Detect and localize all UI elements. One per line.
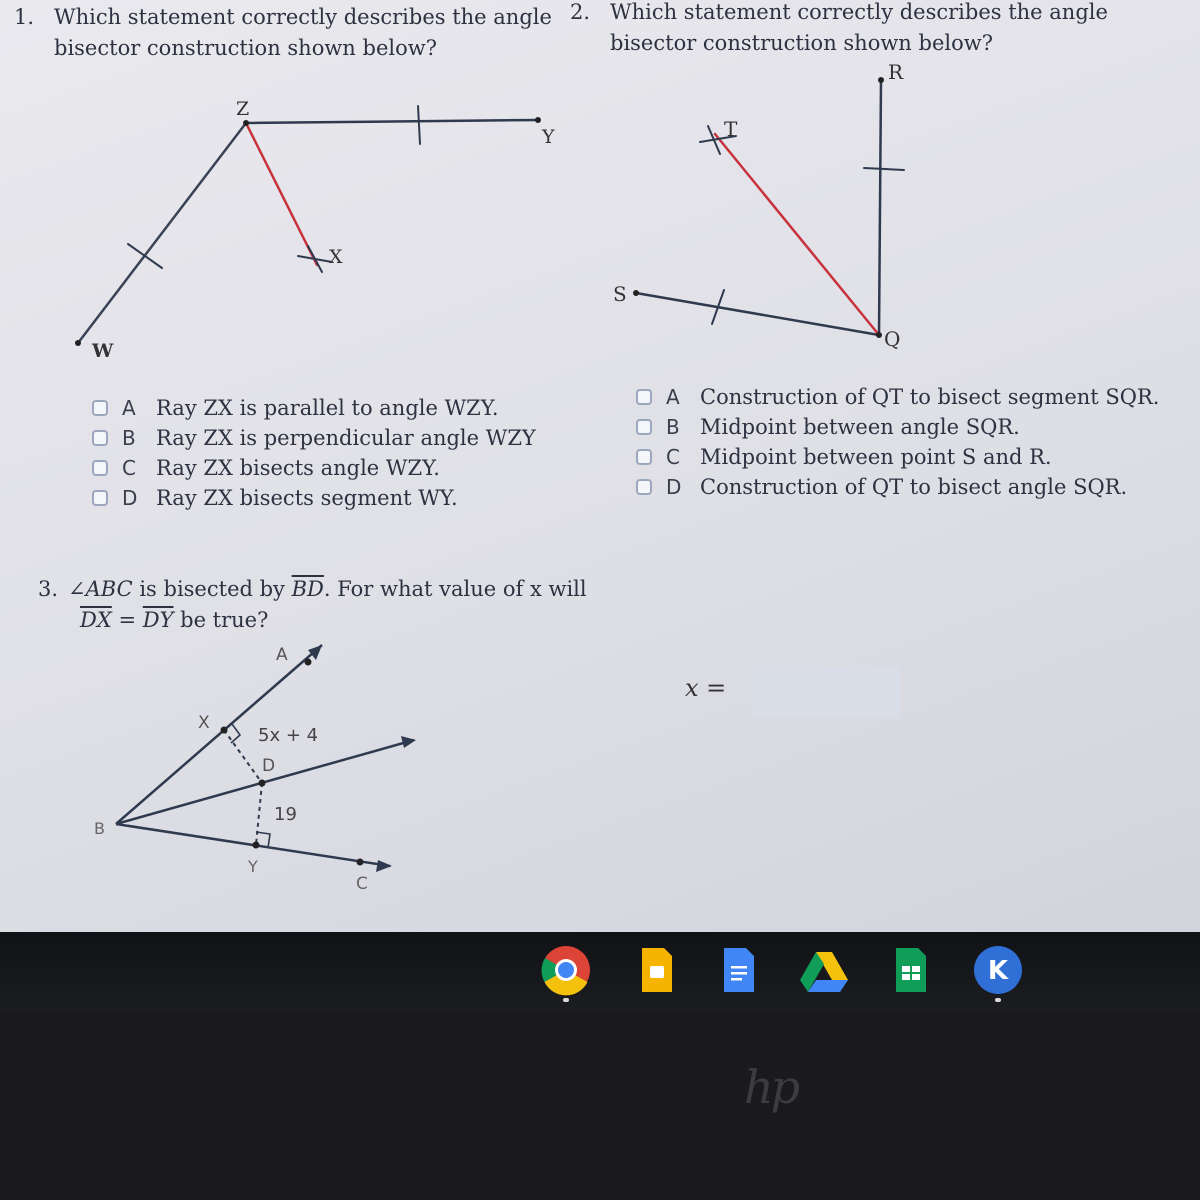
- segment-dx: [224, 730, 262, 783]
- q1-choice-a[interactable]: A Ray ZX is parallel to angle WZY.: [92, 393, 536, 423]
- label-c: C: [356, 874, 368, 894]
- radio-icon[interactable]: [92, 400, 108, 416]
- label-x: X: [329, 246, 343, 268]
- label-dy: 19: [274, 804, 297, 825]
- q2-choice-b[interactable]: B Midpoint between angle SQR.: [636, 412, 1159, 442]
- q3-number: 3.: [38, 577, 59, 601]
- chrome-icon[interactable]: [540, 944, 592, 996]
- ray-qs: [636, 293, 879, 335]
- radio-icon[interactable]: [92, 490, 108, 506]
- ray-zy: [246, 120, 538, 123]
- arc-mark-zy: [418, 106, 420, 144]
- q1-line2: bisector construction shown below?: [54, 36, 437, 60]
- q1-choice-d[interactable]: D Ray ZX bisects segment WY.: [92, 483, 536, 513]
- q1-choices: [92, 393, 536, 513]
- q2-number: 2.: [570, 0, 591, 24]
- arrow-d: [401, 736, 416, 748]
- radio-icon[interactable]: [636, 479, 652, 495]
- q3-line2: $\overline{DX} = \overline{DY}$ be true?: [80, 608, 269, 632]
- q3-prompt: [38, 574, 587, 636]
- ray-zw: [78, 123, 246, 343]
- point-q: [876, 332, 882, 338]
- radio-icon[interactable]: [636, 419, 652, 435]
- point-c: [357, 859, 364, 866]
- keep-icon[interactable]: [630, 944, 682, 996]
- label-d: D: [262, 756, 276, 776]
- point-s: [633, 290, 639, 296]
- radio-icon[interactable]: [636, 389, 652, 405]
- arc-mark-zw: [128, 244, 162, 268]
- segment-dy: [256, 783, 262, 845]
- radio-icon[interactable]: [636, 449, 652, 465]
- q1-choice-c[interactable]: C Ray ZX bisects angle WZY.: [92, 453, 536, 483]
- answer-input[interactable]: [752, 666, 900, 718]
- sheets-icon[interactable]: [884, 944, 936, 996]
- q1-line1: Which statement correctly describes the angle: [54, 5, 552, 29]
- k-app-icon[interactable]: [972, 944, 1024, 996]
- label-r: R: [888, 60, 904, 84]
- bisector-qt: [715, 134, 879, 335]
- label-t: T: [724, 117, 738, 141]
- label-s: S: [613, 282, 627, 306]
- k-app-running-indicator: [995, 998, 1001, 1002]
- docs-icon[interactable]: [712, 944, 764, 996]
- q2-line2: bisector construction shown below?: [610, 31, 993, 55]
- point-d: [259, 780, 266, 787]
- label-x3: X: [198, 713, 210, 733]
- arrow-c: [376, 860, 392, 872]
- point-y: [535, 117, 541, 123]
- drive-icon[interactable]: [798, 944, 850, 996]
- q3-line1: ∠ABC is bisected by $\overline{BD}$. For what value of x will: [68, 577, 587, 601]
- label-w: W: [92, 340, 114, 362]
- right-angle-x: [231, 724, 240, 743]
- q1-choice-b[interactable]: B Ray ZX is perpendicular angle WZY: [92, 423, 536, 453]
- label-dx: 5x + 4: [258, 725, 319, 746]
- hp-logo: hp: [744, 1060, 798, 1114]
- arc-mark-qr: [864, 168, 904, 170]
- point-y: [253, 842, 260, 849]
- radio-icon[interactable]: [92, 460, 108, 476]
- k-letter: K: [987, 956, 1009, 986]
- label-q: Q: [884, 327, 901, 351]
- point-z: [243, 120, 249, 126]
- q2-choice-d[interactable]: D Construction of QT to bisect angle SQR.: [636, 472, 1159, 502]
- q1-figure: [75, 98, 555, 362]
- answer-label: x =: [685, 674, 727, 702]
- point-r: [878, 77, 884, 83]
- label-b: B: [94, 819, 105, 838]
- q2-choice-a[interactable]: A Construction of QT to bisect segment SQR.: [636, 382, 1159, 412]
- ray-qr: [879, 80, 881, 335]
- q3-figure: [94, 645, 416, 894]
- point-x: [221, 727, 228, 734]
- laptop-bezel: [0, 1012, 1200, 1200]
- label-y: Y: [542, 126, 555, 148]
- point-w: [75, 340, 81, 346]
- label-a: A: [276, 645, 288, 665]
- point-a: [305, 659, 312, 666]
- q2-figure: [613, 60, 904, 351]
- q2-line1: Which statement correctly describes the angle: [610, 0, 1108, 24]
- arrow-a: [308, 645, 322, 660]
- q2-choice-c[interactable]: C Midpoint between point S and R.: [636, 442, 1159, 472]
- label-y3: Y: [248, 857, 258, 876]
- radio-icon[interactable]: [92, 430, 108, 446]
- bisector-zx: [246, 123, 317, 265]
- q2-choices: [636, 382, 1159, 502]
- chrome-running-indicator: [563, 998, 569, 1002]
- label-z: Z: [236, 98, 250, 120]
- q1-number: 1.: [14, 5, 35, 29]
